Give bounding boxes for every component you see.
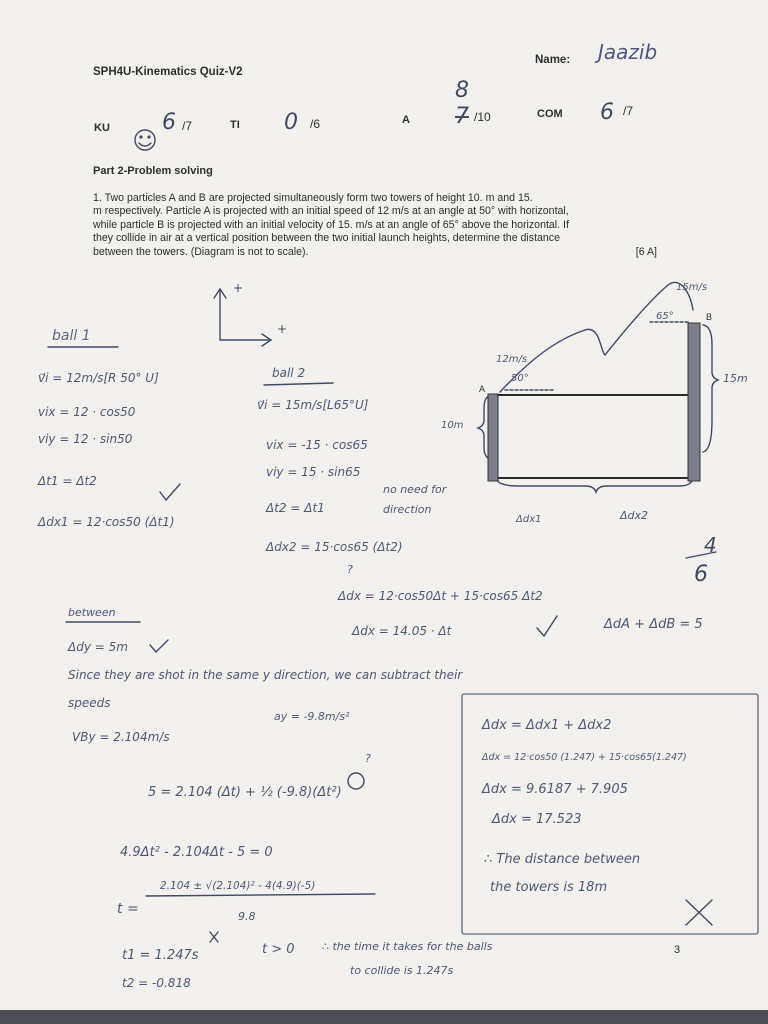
ball1-line: Δdx1 = 12·cos50 (Δt1): [38, 515, 175, 529]
ball1-title: ball 1: [52, 328, 91, 344]
equation-2: 4.9Δt² - 2.104Δt - 5 = 0: [120, 845, 273, 860]
t2-value: t2 = -0.818: [122, 976, 191, 990]
box-line: Δdx = 9.6187 + 7.905: [482, 782, 628, 797]
ay-note: ay = -9.8m/s²: [274, 710, 350, 723]
between-line: speeds: [68, 696, 111, 710]
label-a: A: [479, 384, 486, 394]
a-score-struck: 7: [455, 104, 469, 129]
ball1-line: Δt1 = Δt2: [38, 474, 97, 488]
t-label: t =: [117, 901, 139, 917]
question-mark: ?: [347, 563, 353, 576]
problem-line: 1. Two particles A and B are projected simultaneously form two towers of height 10. m and 15.: [93, 192, 533, 204]
speed-a: 12m/s: [496, 354, 528, 365]
ball1-line: v⃗i = 12m/s[R 50° U]: [38, 371, 159, 385]
angle-b: 65°: [656, 311, 674, 322]
between-line: Δdy = 5m: [68, 640, 128, 654]
problem-line: m respectively. Particle A is projected with an initial speed of 12 m/s at an angle at 50° with horizontal,: [93, 205, 569, 218]
axis-plus-x: +: [277, 322, 288, 336]
ball2-line: Δdx2 = 15·cos65 (Δt2): [266, 540, 403, 554]
a-score-corrected: 8: [455, 78, 469, 103]
ball2-line: vix = -15 · cos65: [266, 438, 368, 452]
ball2-line: v⃗i = 15m/s[L65°U]: [257, 398, 369, 412]
ti-score: 0: [284, 110, 298, 135]
axis-plus-y: +: [233, 281, 244, 295]
ku-total: /7: [182, 119, 193, 133]
axes-icon: [220, 290, 270, 340]
ball1-line: vix = 12 · cos50: [38, 405, 136, 419]
ball2-title: ball 2: [272, 366, 306, 380]
check-icon: [537, 616, 557, 636]
question-mark: ?: [365, 752, 371, 765]
a-total: /10: [474, 110, 491, 124]
height-b: 15m: [723, 372, 748, 385]
com-score: 6: [600, 100, 614, 125]
ti-total: /6: [310, 117, 321, 131]
no-need-note: no need for direction: [383, 483, 447, 516]
com-total: /7: [623, 104, 634, 118]
ball2-line: viy = 15 · sin65: [266, 465, 361, 479]
between-line: VBy = 2.104m/s: [72, 730, 170, 744]
quad-numerator: 2.104 ± √(2.104)² - 4(4.9)(-5): [160, 880, 316, 892]
dx-sum: Δdx = 12·cos50Δt + 15·cos65 Δt2: [338, 589, 543, 603]
dx-simpl: Δdx = 14.05 · Δt: [352, 624, 452, 638]
ku-label: KU: [94, 122, 110, 134]
x-mark-icon: [210, 932, 218, 942]
check-icon: [160, 484, 180, 500]
grade-den: 6: [694, 562, 708, 587]
speed-b: 15m/s: [676, 282, 708, 293]
between-title: between: [68, 606, 116, 619]
ball2-line: Δt2 = Δt1: [266, 501, 325, 515]
da-db: ΔdA + ΔdB = 5: [604, 617, 703, 632]
page-number: 3: [674, 944, 681, 956]
conclusion-line: to collide is 1.247s: [350, 964, 454, 977]
name-label: Name:: [535, 54, 571, 66]
x-mark-icon: [686, 900, 712, 925]
box-line: Δdx = 12·cos50 (1.247) + 15·cos65(1.247): [482, 752, 687, 763]
check-icon: [150, 640, 168, 652]
box-line: Δdx = 17.523: [492, 812, 582, 827]
equation-1: 5 = 2.104 (Δt) + ½ (-9.8)(Δt²): [148, 785, 342, 800]
ti-label: TI: [230, 119, 240, 131]
ground-frame: [493, 395, 696, 478]
ku-score: 6: [162, 110, 176, 135]
between-line: Since they are shot in the same y direction, we can subtract their: [68, 668, 463, 682]
conclusion-line: ∴ the time it takes for the balls: [322, 940, 493, 953]
com-label: COM: [537, 108, 563, 120]
problem-line: while particle B is projected with an initial velocity of 15. m/s at an angle of 65° above the horizontal. If: [93, 218, 569, 231]
problem-marks: [6 A]: [635, 245, 657, 258]
label-b: B: [706, 312, 713, 322]
problem-line: between the towers. (Diagram is not to scale).: [93, 245, 309, 258]
smiley-icon: [135, 130, 155, 150]
dist-a: Δdx1: [516, 514, 542, 525]
problem-line: they collide in air at a vertical position between the two initial launch heights, determine the distance: [93, 232, 560, 245]
a-label: A: [402, 114, 410, 126]
box-conclusion: ∴ The distance between: [484, 852, 641, 867]
t1-value: t1 = 1.247s: [122, 948, 199, 963]
height-a: 10m: [441, 420, 464, 431]
dist-b: Δdx2: [620, 509, 649, 522]
ball1-line: viy = 12 · sin50: [38, 432, 133, 446]
tower-b: [688, 323, 700, 481]
quiz-title: SPH4U-Kinematics Quiz-V2: [93, 66, 243, 78]
part-title: Part 2-Problem solving: [93, 165, 213, 177]
box-line: Δdx = Δdx1 + Δdx2: [482, 718, 612, 733]
grade-num: 4: [704, 533, 717, 557]
tower-a: [488, 394, 498, 481]
angle-a: 50°: [511, 373, 529, 384]
quad-denominator: 9.8: [238, 910, 256, 923]
student-name: Jaazib: [598, 40, 658, 64]
t-condition: t > 0: [262, 942, 295, 957]
box-conclusion: the towers is 18m: [490, 880, 608, 895]
